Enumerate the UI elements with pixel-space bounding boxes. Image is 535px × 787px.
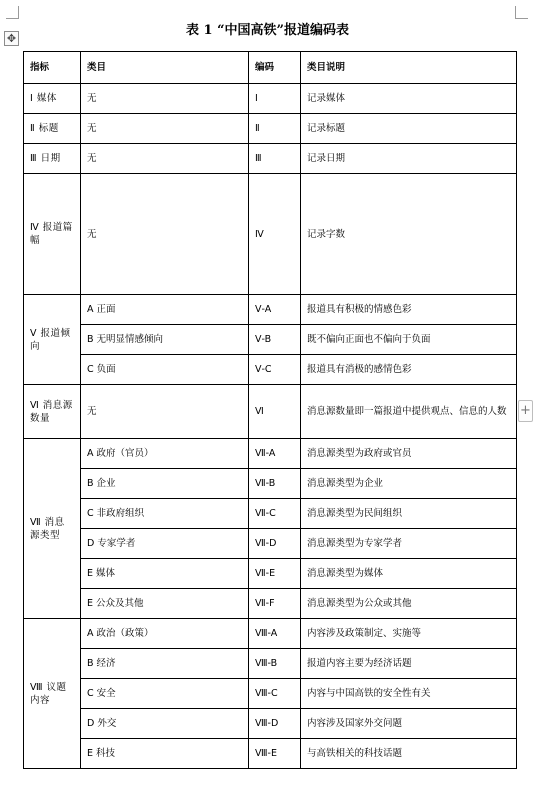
description-cell: 消息源类型为专家学者 (301, 529, 517, 559)
indicator-cell: Ⅱ 标题 (24, 114, 81, 144)
description-cell: 消息源类型为民间组织 (301, 499, 517, 529)
header-category: 类目 (81, 52, 249, 84)
code-cell: Ⅶ-D (249, 529, 301, 559)
category-cell: 无 (81, 174, 249, 295)
description-cell: 记录日期 (301, 144, 517, 174)
table-row (24, 649, 517, 679)
table-row (24, 295, 517, 325)
description-cell: 消息源类型为媒体 (301, 559, 517, 589)
code-cell: Ⅵ (249, 385, 301, 439)
code-cell: Ⅴ-A (249, 295, 301, 325)
table-row (24, 84, 517, 114)
table-row (24, 469, 517, 499)
category-cell: A 政治（政策） (81, 619, 249, 649)
description-cell: 记录媒体 (301, 84, 517, 114)
category-cell: B 经济 (81, 649, 249, 679)
add-column-plus-icon[interactable]: + (518, 400, 533, 422)
description-cell: 消息源类型为企业 (301, 469, 517, 499)
code-cell: Ⅶ-B (249, 469, 301, 499)
table-row (24, 439, 517, 469)
table-row (24, 739, 517, 769)
description-cell: 消息源类型为政府或官员 (301, 439, 517, 469)
table-row (24, 499, 517, 529)
category-cell: A 正面 (81, 295, 249, 325)
description-cell: 消息源类型为公众或其他 (301, 589, 517, 619)
description-cell: 既不偏向正面也不偏向于负面 (301, 325, 517, 355)
table-title: 表 1 “中国高铁”报道编码表 (185, 23, 350, 38)
category-cell: 无 (81, 385, 249, 439)
category-cell: D 专家学者 (81, 529, 249, 559)
category-cell: 无 (81, 144, 249, 174)
description-cell: 内容与中国高铁的安全性有关 (301, 679, 517, 709)
code-cell: Ⅷ-E (249, 739, 301, 769)
table-row (24, 325, 517, 355)
table-header-row (24, 52, 517, 84)
description-cell: 消息源数量即一篇报道中提供观点、信息的人数 (301, 385, 517, 439)
code-cell: Ⅷ-C (249, 679, 301, 709)
code-cell: Ⅷ-B (249, 649, 301, 679)
coding-table (23, 51, 517, 769)
category-cell: B 无明显情感倾向 (81, 325, 249, 355)
category-cell: 无 (81, 84, 249, 114)
table-row (24, 385, 517, 439)
description-cell: 报道具有消极的感情色彩 (301, 355, 517, 385)
code-cell: Ⅶ-E (249, 559, 301, 589)
code-cell: Ⅲ (249, 144, 301, 174)
category-cell: B 企业 (81, 469, 249, 499)
table-row (24, 529, 517, 559)
indicator-cell: Ⅵ 消息源数量 (24, 385, 81, 439)
category-cell: C 负面 (81, 355, 249, 385)
description-cell: 报道具有积极的情感色彩 (301, 295, 517, 325)
category-cell: E 公众及其他 (81, 589, 249, 619)
category-cell: A 政府（官员） (81, 439, 249, 469)
table-row (24, 144, 517, 174)
table-row (24, 589, 517, 619)
table-row (24, 619, 517, 649)
code-cell: Ⅶ-C (249, 499, 301, 529)
indicator-cell: Ⅰ 媒体 (24, 84, 81, 114)
page-corner-mark-left (6, 6, 19, 19)
table-row (24, 709, 517, 739)
indicator-cell: Ⅷ 议题内容 (24, 619, 81, 769)
category-cell: 无 (81, 114, 249, 144)
category-cell: C 安全 (81, 679, 249, 709)
indicator-cell: Ⅳ 报道篇幅 (24, 174, 81, 295)
code-cell: Ⅱ (249, 114, 301, 144)
description-cell: 记录字数 (301, 174, 517, 295)
table-row (24, 355, 517, 385)
indicator-cell: Ⅲ 日期 (24, 144, 81, 174)
description-cell: 报道内容主要为经济话题 (301, 649, 517, 679)
header-code: 编码 (249, 52, 301, 84)
table-row (24, 559, 517, 589)
indicator-cell: Ⅶ 消息源类型 (24, 439, 81, 619)
description-cell: 记录标题 (301, 114, 517, 144)
description-cell: 内容涉及国家外交问题 (301, 709, 517, 739)
category-cell: D 外交 (81, 709, 249, 739)
table-row (24, 114, 517, 144)
code-cell: Ⅷ-A (249, 619, 301, 649)
indicator-cell: Ⅴ 报道倾向 (24, 295, 81, 385)
page-corner-mark-right (515, 6, 528, 19)
category-cell: E 科技 (81, 739, 249, 769)
code-cell: Ⅳ (249, 174, 301, 295)
table-row (24, 174, 517, 295)
code-cell: Ⅴ-B (249, 325, 301, 355)
code-cell: Ⅰ (249, 84, 301, 114)
table-row (24, 679, 517, 709)
code-cell: Ⅴ-C (249, 355, 301, 385)
description-cell: 与高铁相关的科技话题 (301, 739, 517, 769)
header-description: 类目说明 (301, 52, 517, 84)
description-cell: 内容涉及政策制定、实施等 (301, 619, 517, 649)
header-indicator: 指标 (24, 52, 81, 84)
code-cell: Ⅶ-A (249, 439, 301, 469)
category-cell: E 媒体 (81, 559, 249, 589)
category-cell: C 非政府组织 (81, 499, 249, 529)
code-cell: Ⅶ-F (249, 589, 301, 619)
table-move-handle-icon[interactable]: ✥ (4, 31, 19, 46)
code-cell: Ⅷ-D (249, 709, 301, 739)
